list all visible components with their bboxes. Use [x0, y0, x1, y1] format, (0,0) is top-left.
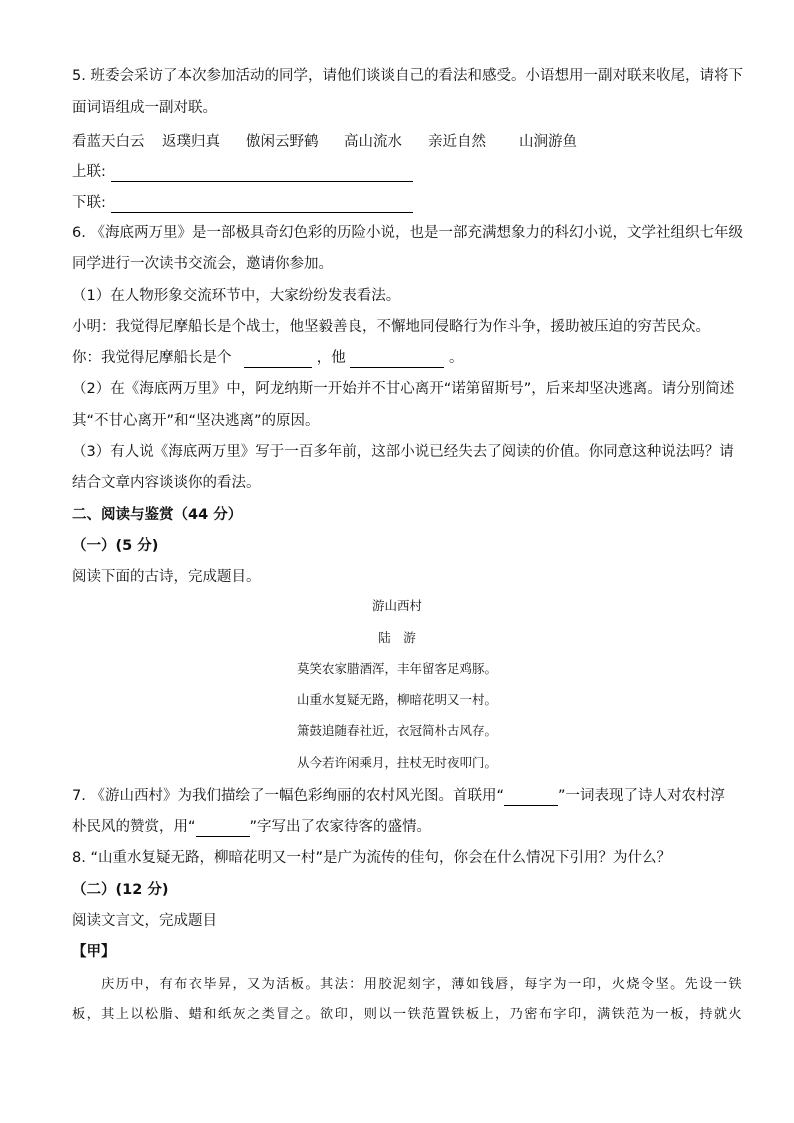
part-2-instruction: 阅读文言文，完成题目 — [72, 913, 217, 929]
q6-sub-3-line-2: 结合文章内容谈谈你的看法。 — [72, 475, 261, 491]
your-statement-mid: ，他 — [316, 350, 346, 366]
q5-word: 傲闲云野鹤 — [246, 134, 319, 150]
q5-word: 亲近自然 — [428, 134, 486, 150]
poem-line: 箫鼓追随春社近，衣冠简朴古风存。 — [296, 723, 497, 738]
poem-title: 游山西村 — [371, 598, 422, 613]
q5-word: 返璞归真 — [162, 134, 220, 150]
q5-word: 山涧游鱼 — [519, 134, 577, 150]
lower-couplet-answer-blank[interactable] — [111, 198, 413, 213]
poem-line: 莫笑农家腊酒浑，丰年留客足鸡豚。 — [296, 661, 497, 676]
q7-line-2-start: 朴民风的赞赏，用“ — [72, 819, 196, 835]
passage-jia-label: 【甲】 — [72, 944, 116, 960]
upper-couplet-label: 上联: — [72, 164, 106, 180]
q7-blank-1[interactable] — [504, 791, 558, 806]
q8-question: 8. “山重水复疑无路，柳暗花明又一村”是广为流传的佳句，你会在什么情况下引用？为什么？ — [72, 850, 671, 866]
q6-your-statement — [72, 348, 463, 368]
poem-line: 山重水复疑无路，柳暗花明又一村。 — [296, 692, 497, 707]
q7-line-2 — [72, 817, 431, 837]
part-1-instruction: 阅读下面的古诗，完成题目。 — [72, 569, 261, 585]
q6-line-2: 同学进行一次读书交流会，邀请你参加。 — [72, 256, 333, 272]
q6-sub-3-line-1: （3）有人说《海底两万里》写于一百多年前，这部小说已经失去了阅读的价值。你同意这种说法吗？请 — [72, 444, 734, 460]
part-2-heading: （二）(12 分) — [72, 882, 169, 898]
q5-word: 高山流水 — [344, 134, 402, 150]
section-2-heading: 二、阅读与鉴赏（44 分） — [72, 507, 243, 523]
poem-line: 从今若许闲乘月，拄杖无时夜叩门。 — [296, 755, 497, 770]
q6-sub-2-line-1: （2）在《海底两万里》中，阿龙纳斯一开始并不甘心离开“诺第留斯号”，后来却坚决逃离。请分别简述 — [72, 381, 735, 397]
classical-text-line-1: 庆历中，有布衣毕昇，又为活板。其法：用胶泥刻字，薄如钱唇，每字为一印，火烧令坚。先设一铁 — [72, 977, 744, 992]
q7-blank-2[interactable] — [196, 822, 250, 837]
q5-word: 看蓝天白云 — [72, 134, 145, 150]
q7-line-1 — [72, 786, 725, 806]
classical-text-line-2: 板，其上以松脂、蜡和纸灰之类冒之。欲印，则以一铁范置铁板上，乃密布字印，满铁范为一板，持就火 — [72, 1007, 744, 1022]
q6-xiaoming-statement: 小明：我觉得尼摩船长是个战士，他坚毅善良，不懈地同侵略行为作斗争，援助被压迫的穷苦民众。 — [72, 319, 710, 335]
q6-blank-2[interactable] — [350, 353, 444, 368]
q5-line-1: 5. 班委会采访了本次参加活动的同学，请他们谈谈自己的看法和感受。小语想用一副对联来收尾，请将下 — [72, 68, 743, 84]
q7-line-1-end: ”一词表现了诗人对农村淳 — [557, 788, 725, 804]
q7-line-2-end: ”字写出了农家待客的盛情。 — [249, 819, 432, 835]
q6-sub-1: （1）在人物形象交流环节中，大家纷纷发表看法。 — [72, 288, 401, 304]
q7-line-1-start: 7. 《游山西村》为我们描绘了一幅色彩绚丽的农村风光图。首联用“ — [72, 788, 504, 804]
q5-line-2: 面词语组成一副对联。 — [72, 100, 217, 116]
q6-line-1: 6. 《海底两万里》是一部极具奇幻色彩的历险小说，也是一部充满想象力的科幻小说，文学社组织七年级 — [72, 225, 743, 241]
upper-couplet-answer-blank[interactable] — [111, 167, 413, 182]
q5-upper-couplet — [72, 162, 413, 182]
lower-couplet-label: 下联: — [72, 195, 106, 211]
your-statement-start: 你：我觉得尼摩船长是个 — [72, 350, 232, 366]
q6-sub-2-line-2: 其“不甘心离开”和“坚决逃离”的原因。 — [72, 413, 320, 429]
q6-blank-1[interactable] — [244, 353, 312, 368]
poem-author: 陆 游 — [378, 630, 416, 645]
q5-lower-couplet — [72, 193, 413, 213]
part-1-heading: （一）(5 分) — [72, 538, 159, 554]
your-statement-end: 。 — [448, 350, 464, 366]
